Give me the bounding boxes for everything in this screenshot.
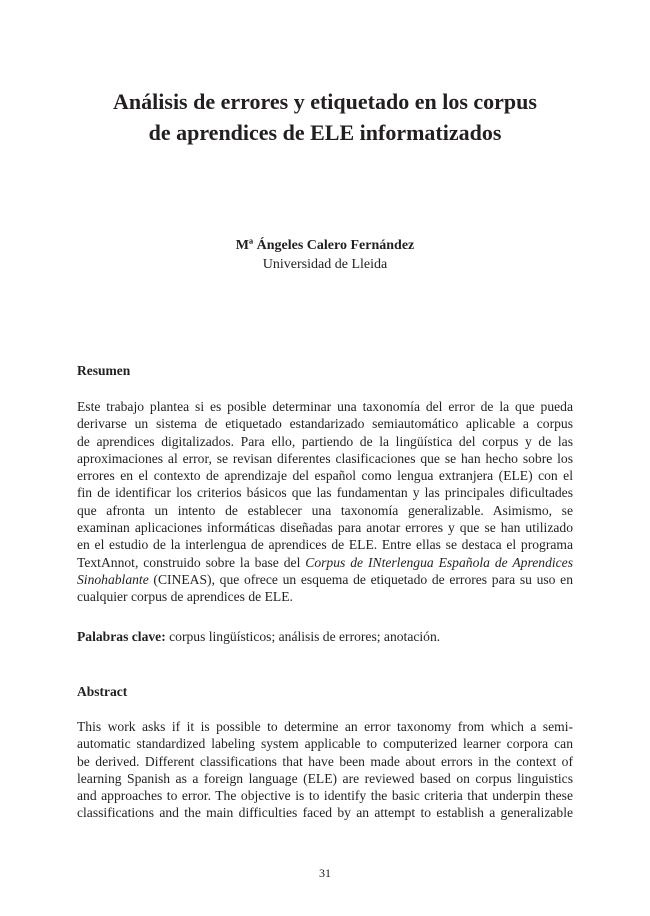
abstract-line: and approaches to error. The objective is to identify the basic criteria that underpin these [77,788,573,804]
resumen-line: de aprendices digitalizados. Para ello, partiendo de la lingüística del corpus y de las [77,433,573,449]
resumen-line: errores en el contexto de aprendizaje del español como lengua extranjera (ELE) con el [77,468,573,484]
resumen-line: aproximaciones al error, se revisan diferentes clasificaciones que se han hecho sobre los [77,450,573,466]
abstract-line: be derived. Different classifications that have been made about errors in the context of [77,753,573,769]
resumen-line [77,554,573,571]
abstract-line: This work asks if it is possible to determine an error taxonomy from which a semi- [77,719,573,734]
author-name: Mª Ángeles Calero Fernández [235,238,415,253]
paper-title [60,86,590,148]
resumen-line: que afronta un intento de establecer una taxonomía generalizable. Asimismo, se [77,502,573,518]
abstract-paragraph [77,718,573,822]
corpus-name-italic: Corpus de INterlengua Española de Aprendices [305,554,574,570]
abstract-line: learning Spanish as a foreign language (ELE) are reviewed based on corpus linguistics [77,770,573,786]
resumen-line: en el estudio de la interlengua de aprendices de ELE. Entre ellas se destaca el programa [77,537,573,553]
resumen-line: Este trabajo plantea si es posible determinar una taxonomía del error de la que pueda [77,399,573,414]
author-block [60,236,590,274]
resumen-line-text: (CINEAS), que ofrece un esquema de etiquetado de errores para su uso en [148,571,573,587]
resumen-line: derivarse un sistema de etiquetado estandarizado semiautomático aplicable a corpus [77,416,573,432]
resumen-line [77,571,573,588]
resumen-line-text: TextAnnot, construido sobre la base del [77,554,306,570]
author-affiliation: Universidad de Lleida [262,257,388,272]
keywords [77,628,573,646]
abstract-line: automatic standardized labeling system applicable to computerized learner corpora can [77,736,573,752]
keywords-label: Palabras clave: [77,629,166,644]
resumen-paragraph [77,398,573,606]
abstract-line: classifications and the main difficulties faced by an attempt to establish a generalizable [77,805,573,821]
paper-title-line-2: de aprendices de ELE informatizados [148,120,502,145]
resumen-line: fin de identificar los criterios básicos que las fundamentan y las principales dificultades [77,485,573,501]
keywords-text: corpus lingüísticos; análisis de errores; anotación. [165,629,441,644]
corpus-name-italic: Sinohablante [77,571,149,587]
resumen-heading: Resumen [77,363,131,378]
resumen-line: cualquier corpus de aprendices de ELE. [77,589,293,605]
resumen-line: examinan aplicaciones informáticas diseñadas para anotar errores y que se han utilizado [77,520,573,536]
paper-title-line-1: Análisis de errores y etiquetado en los corpus [113,89,537,114]
abstract-heading: Abstract [77,684,128,699]
page-number: 31 [319,866,331,880]
